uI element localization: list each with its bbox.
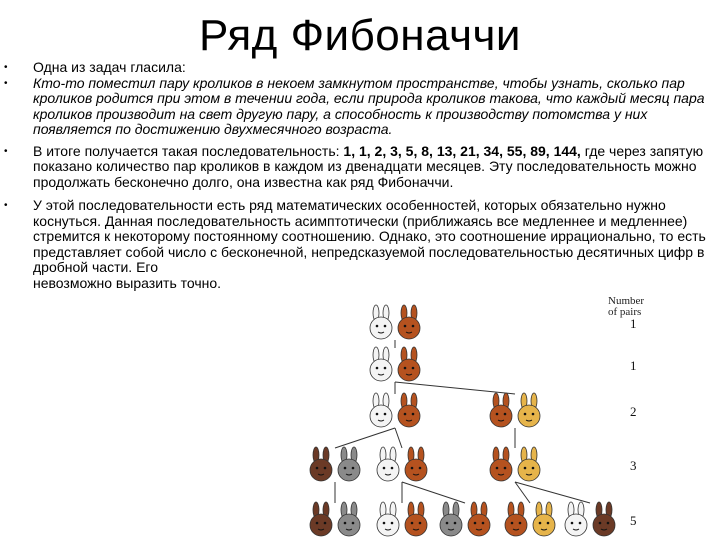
figure-header-line1: Number — [608, 295, 645, 307]
properties-tail: невозможно выразить точно. — [33, 274, 222, 291]
figure-header — [608, 296, 644, 318]
sequence-prefix: В итоге получается такая последовательность: — [33, 142, 344, 159]
rabbit-icon — [370, 347, 392, 381]
rabbit-icon — [518, 393, 540, 427]
rabbit-icon — [310, 447, 332, 481]
rabbit-icon — [405, 447, 427, 481]
rabbit-icon — [533, 502, 555, 536]
fibonacci-sequence: 1, 1, 2, 3, 5, 8, 13, 21, 34, 55, 89, 144, — [343, 142, 581, 159]
rabbit-tree-figure — [290, 296, 720, 540]
bullet-dot: • — [4, 200, 8, 211]
tree-connector — [515, 482, 590, 503]
bullet-item — [0, 144, 720, 191]
rabbit-icon — [398, 393, 420, 427]
rabbit-icon — [518, 447, 540, 481]
rabbit-icon — [338, 447, 360, 481]
rabbit-icon — [405, 502, 427, 536]
figure-header-line2: of pairs — [608, 306, 642, 318]
rabbit-icon — [490, 393, 512, 427]
bullet-dot: • — [4, 77, 8, 89]
tree-connector — [335, 428, 395, 448]
rabbit-icon — [370, 305, 392, 339]
rabbit-icon — [440, 502, 462, 536]
slide-title: Ряд Фибоначчи — [198, 11, 522, 60]
bullet-item — [0, 198, 720, 291]
pair-count-label: 1 — [630, 316, 637, 331]
bullet-list — [0, 60, 720, 291]
rabbit-icon — [370, 393, 392, 427]
rabbit-icon — [505, 502, 527, 536]
properties-paragraph — [33, 198, 714, 291]
rabbit-icon — [338, 502, 360, 536]
properties-text: У этой последовательности есть ряд математических особенностей, которых обязательно нужно коснуться. Данная последовательность асимптотически (приближаясь все медленнее и медленнее) стремится к некоторому постоянному соотношению. Однако, это соотношение иррационально, то есть представляет собой число с бесконечной, непредсказуемой последовательностью десятичных цифр в дробной части. Его — [33, 197, 706, 275]
rabbit-icon — [398, 305, 420, 339]
bullet-dot: • — [4, 145, 8, 157]
rabbit-icon — [398, 347, 420, 381]
sequence-suffix: где через запятую показано количество пар кроликов в каждом из двенадцати месяцев. Эту последовательность можно продолжать бесконечно долго, она известна как ряд Фибоначчи. — [33, 142, 704, 190]
rabbit-icon — [377, 502, 399, 536]
rabbit-icon — [490, 447, 512, 481]
pair-count-label: 3 — [630, 458, 637, 473]
rabbit-icon — [377, 447, 399, 481]
bullet-dot: • — [4, 62, 8, 73]
tree-connector — [395, 428, 402, 448]
pair-count-label: 1 — [630, 358, 637, 373]
bullet-item — [0, 76, 720, 138]
sequence-paragraph — [33, 144, 714, 191]
tree-connector — [402, 482, 465, 503]
rabbit-icon — [593, 502, 615, 536]
rabbit-icon — [565, 502, 587, 536]
rabbit-tree-svg — [290, 296, 720, 540]
bullet-text: Одна из задач гласила: — [33, 59, 186, 75]
rabbit-icon — [468, 502, 490, 536]
bullet-item — [0, 60, 720, 76]
tree-connector — [395, 382, 515, 394]
pair-count-label: 2 — [630, 404, 637, 419]
pair-count-label: 5 — [630, 513, 637, 528]
problem-statement: Кто-то поместил пару кроликов в некоем замкнутом пространстве, чтобы узнать, сколько пар кроликов родится при этом в течении года, если природа кроликов такова, что каждый месяц пара кроликов производит на свет другую пару, а способность к производству потомства у них появляется по достижению двухмесячного возраста. — [33, 74, 705, 137]
rabbit-icon — [310, 502, 332, 536]
